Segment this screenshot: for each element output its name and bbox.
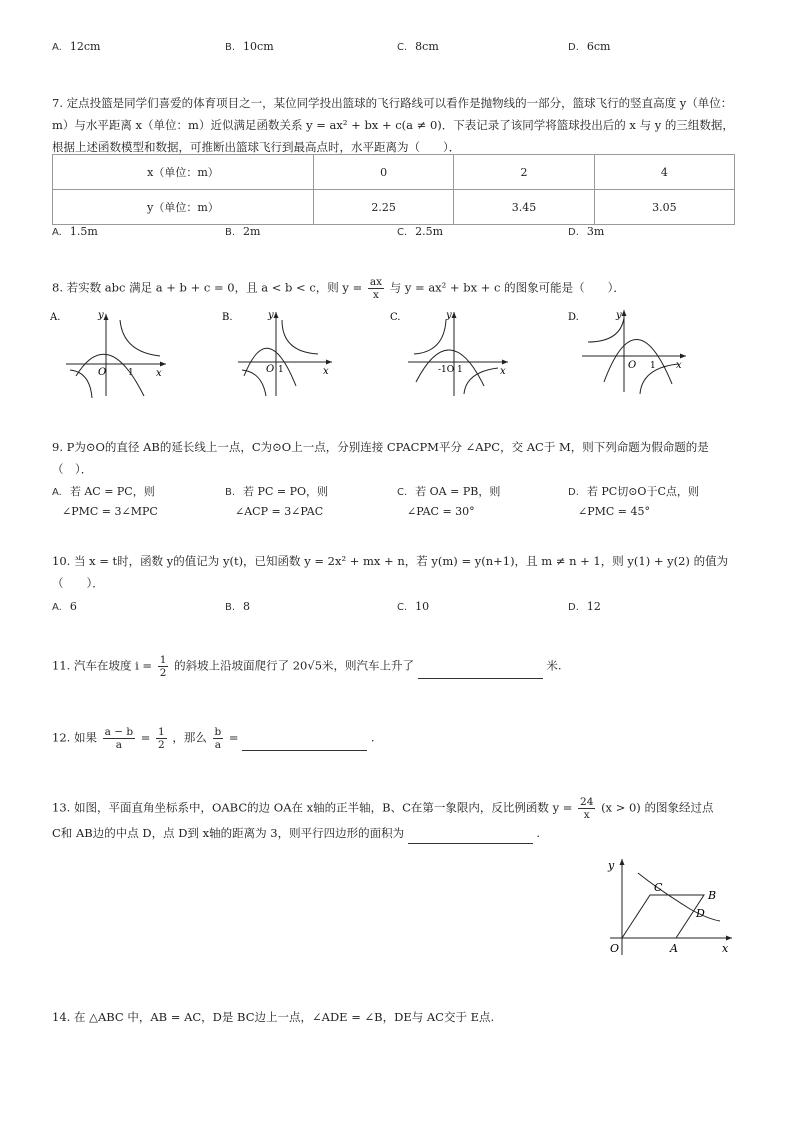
q13-answer-blank[interactable] [408, 831, 533, 844]
q7-option-d[interactable]: D. 3m [568, 225, 605, 238]
q8-question-text: 8. 若实数 abc 满足 a + b + c = 0，且 a < b < c，则 y = $\frac{ax}{x}$ 与 y = ax² + bx + c 的图象可能是（ ）． [52, 276, 625, 301]
svg-text:y: y [608, 859, 615, 872]
q12-answer-blank[interactable] [242, 738, 367, 751]
svg-text:y: y [616, 310, 622, 321]
svg-text:x: x [500, 366, 506, 377]
table-cell: 4 [594, 155, 734, 190]
q6-option-d[interactable]: D. 6cm [568, 40, 611, 53]
q13-figure [600, 855, 740, 960]
q13-question-line-1: 13. 如图，平面直角坐标系中，OABC的边 OA在 x轴的正半轴，B、C在第一象限内，反比例函数 y = $\frac{24}{x}$ (x > 0) 的图象经过点 [52, 796, 714, 821]
q7-question-text: 7. 定点投篮是同学们喜爱的体育项目之一，某位同学投出篮球的飞行路线可以看作是抛物线的一部分，篮球飞行的竖直高度 y（单位：m）与水平距离 x（单位：m）近似满足函数关系 y = ax² + bx + c(a ≠ 0)．下表记录了该同学将篮球投出后的 x 与 y 的三组数据，根据上述函数模型和数据，可推断出篮球飞行到最高点时，水平距离为（ ）． [52, 96, 734, 154]
q9-option-b[interactable]: B. 若 PC = PO，则 ∠ACP = 3∠PAC [225, 485, 328, 518]
svg-text:-1O 1: -1O 1 [438, 365, 463, 375]
svg-text:1: 1 [650, 361, 656, 371]
table-row [53, 155, 735, 190]
svg-text:O: O [266, 364, 275, 375]
q6-option-c[interactable]: C. 8cm [397, 40, 439, 53]
svg-text:O: O [98, 367, 107, 378]
q9-question-text: 9. P为⊙O的直径 AB的延长线上一点，C为⊙O上一点，分别连接 CPACPM平分 ∠APC，交 AC于 M，则下列命题为假命题的是（ ）． [52, 440, 709, 476]
q6-option-b[interactable]: B. 10cm [225, 40, 274, 53]
q10-option-a[interactable]: A. 6 [52, 600, 77, 613]
q10-question-text: 10. 当 x = t时，函数 y的值记为 y(t)，已知函数 y = 2x² + mx + n，若 y(m) = y(n+1)，且 m ≠ n + 1，则 y(1) + y(2) 的值为（ ）． [52, 554, 729, 590]
svg-text:x: x [156, 368, 162, 379]
q12-fraction-2: $\frac{1}{2}$ [158, 726, 165, 751]
q10-option-b[interactable]: B. 8 [225, 600, 251, 613]
table-cell: 2 [454, 155, 594, 190]
q11-fraction: $\frac{1}{2}$ [159, 654, 167, 679]
q9-option-d[interactable]: D. 若 PC切⊙O于C点，则 ∠PMC = 45° [568, 485, 699, 518]
q13-fraction: $\frac{24}{x}$ [580, 796, 594, 821]
q7-data-table [52, 154, 735, 225]
q7-option-a[interactable]: A. 1.5m [52, 225, 98, 238]
q8-graph-a[interactable] [48, 306, 178, 401]
svg-text:A: A [670, 942, 678, 955]
q12-fraction-1: $\frac{a - b}{a}$ [104, 726, 134, 751]
q11-question-text: 11. 汽车在坡度 i = $\frac{1}{2}$ 的斜坡上沿坡面爬行了 20√5米，则汽车上升了 米. [52, 654, 562, 679]
svg-text:x: x [676, 360, 682, 371]
table-cell: 3.45 [454, 190, 594, 225]
q14-question-text: 14. 在 △ABC 中，AB = AC，D是 BC边上一点，∠ADE = ∠B，DE与 AC交于 E点. [52, 1010, 495, 1024]
q10-option-c[interactable]: C. 10 [397, 600, 430, 613]
svg-text:O: O [610, 942, 620, 955]
table-row [53, 190, 735, 225]
q9-option-a[interactable]: A. 若 AC = PC，则 ∠PMC = 3∠MPC [52, 485, 158, 518]
svg-text:x: x [323, 366, 329, 377]
q7-option-c[interactable]: C. 2.5m [397, 225, 444, 238]
table-cell: 3.05 [594, 190, 734, 225]
table-cell: 0 [314, 155, 454, 190]
q11-answer-blank[interactable] [418, 666, 543, 679]
q8-graph-d[interactable] [560, 306, 695, 401]
q9-option-c[interactable]: C. 若 OA = PB，则 ∠PAC = 30° [397, 485, 501, 518]
svg-text:D: D [696, 907, 705, 920]
svg-text:y: y [446, 310, 452, 321]
q6-option-a[interactable]: A. 12cm [52, 40, 101, 53]
svg-text:y: y [268, 310, 274, 321]
q12-fraction-3: $\frac{b}{a}$ [214, 726, 222, 751]
svg-text:y: y [98, 310, 104, 321]
svg-text:B: B [708, 889, 717, 902]
svg-text:D.: D. [568, 312, 579, 323]
q10-option-d[interactable]: D. 12 [568, 600, 601, 613]
q8-graph-b[interactable] [220, 306, 340, 401]
q13-question-line-2: C和 AB边的中点 D，点 D到 x轴的距离为 3，则平行四边形的面积为 . [52, 822, 540, 844]
svg-text:C.: C. [390, 312, 401, 323]
q7-option-b[interactable]: B. 2m [225, 225, 261, 238]
svg-text:B.: B. [222, 312, 233, 323]
svg-text:x: x [722, 942, 729, 955]
svg-text:1: 1 [128, 368, 134, 378]
q12-question-text: 12. 如果 $\frac{a - b}{a}$ = $\frac{1}{2}$ ，那么 $\frac{b}{a}$ = . [52, 726, 375, 751]
svg-text:1: 1 [278, 365, 284, 375]
svg-text:A.: A. [50, 312, 61, 323]
q8-fraction: $\frac{ax}{x}$ [369, 276, 383, 301]
q8-graph-c[interactable] [388, 306, 518, 401]
table-cell: y（单位：m） [53, 190, 314, 225]
table-cell: 2.25 [314, 190, 454, 225]
svg-text:O: O [628, 360, 637, 371]
svg-text:C: C [654, 881, 663, 894]
table-cell: x（单位：m） [53, 155, 314, 190]
